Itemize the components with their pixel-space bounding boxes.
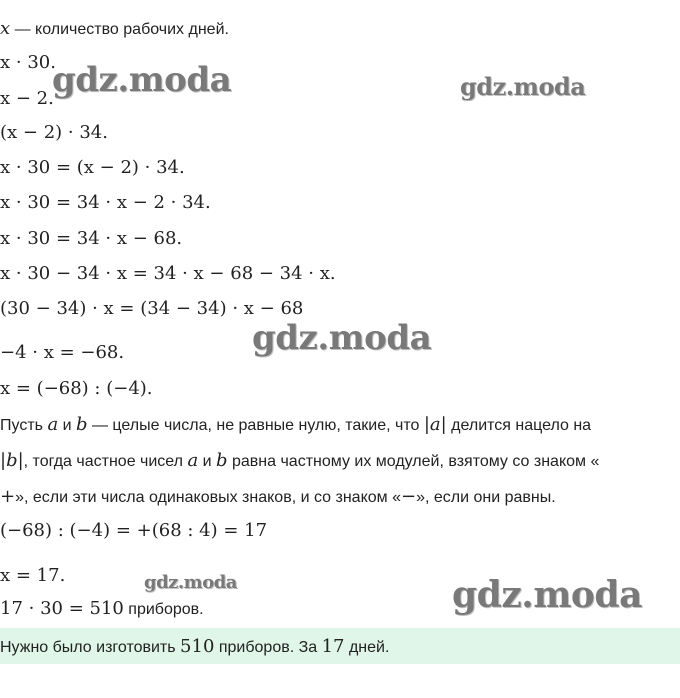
- math-line-1: x · 30.: [0, 52, 56, 73]
- var-b: b: [76, 414, 88, 435]
- math-line-9: −4 · x = −68.: [0, 342, 125, 363]
- math-line-10: x = (−68) : (−4).: [0, 378, 153, 399]
- math-line-3: (x − 2) · 34.: [0, 122, 108, 143]
- rule-text: Пусть: [0, 417, 48, 434]
- answer-text: [0, 636, 389, 657]
- rule-text: и: [58, 417, 76, 434]
- answer-box: [0, 628, 680, 664]
- rule-line-2: [0, 450, 599, 471]
- watermark-logo: gdz.moda: [52, 60, 232, 100]
- math-line-4: x · 30 = (x − 2) · 34.: [0, 157, 185, 178]
- answer-number-days: 17: [321, 636, 345, 657]
- math-line-5: x · 30 = 34 · x − 2 · 34.: [0, 192, 211, 213]
- definition-text: — количество рабочих дней.: [10, 21, 229, 38]
- watermark-logo: gdz.moda: [452, 574, 642, 616]
- rule-line-3: [0, 486, 556, 507]
- math-line-12: x = 17.: [0, 565, 66, 586]
- watermark-logo: gdz.moda: [252, 318, 432, 358]
- math-line-2: x − 2.: [0, 88, 54, 109]
- math-line-6: x · 30 = 34 · x − 68.: [0, 228, 183, 249]
- rule-text: — целые числа, не равные нулю, такие, что: [87, 417, 424, 434]
- math-line-7: x · 30 − 34 · x = 34 · x − 68 − 34 · x.: [0, 263, 336, 284]
- unit-text: приборов.: [123, 601, 204, 618]
- var-x: x: [0, 18, 11, 39]
- var-a: a: [47, 414, 59, 435]
- math-line-11: (−68) : (−4) = +(68 : 4) = 17: [0, 520, 268, 541]
- answer-number-devices: 510: [180, 636, 215, 657]
- rule-text: делится нацело на: [446, 417, 592, 434]
- line-definition: [0, 18, 229, 39]
- var-a: a: [187, 450, 199, 471]
- answer-part: Нужно было изготовить: [0, 639, 181, 656]
- rule-text: », если эти числа одинаковых знаков, и со знаком «: [15, 489, 401, 506]
- abs-b: |b|: [0, 450, 24, 471]
- answer-part: дней.: [344, 639, 390, 656]
- watermark-logo: gdz.moda: [460, 72, 586, 101]
- rule-text: , тогда частное чисел: [23, 453, 188, 470]
- plus-sign: +: [0, 486, 16, 507]
- abs-a: |a|: [423, 414, 447, 435]
- rule-text: », если они равны.: [416, 489, 556, 506]
- rule-text: и: [198, 453, 217, 470]
- math-line-13: [0, 598, 204, 619]
- minus-sign: −: [401, 486, 417, 507]
- product-expression: 17 · 30 = 510: [0, 598, 124, 619]
- rule-line-1: [0, 414, 591, 435]
- watermark-logo: gdz.moda: [144, 572, 237, 593]
- rule-text: равна частному их модулей, взятому со знаком «: [227, 453, 600, 470]
- answer-part: приборов. За: [214, 639, 322, 656]
- var-b: b: [216, 450, 228, 471]
- math-line-8: (30 − 34) · x = (34 − 34) · x − 68: [0, 298, 304, 319]
